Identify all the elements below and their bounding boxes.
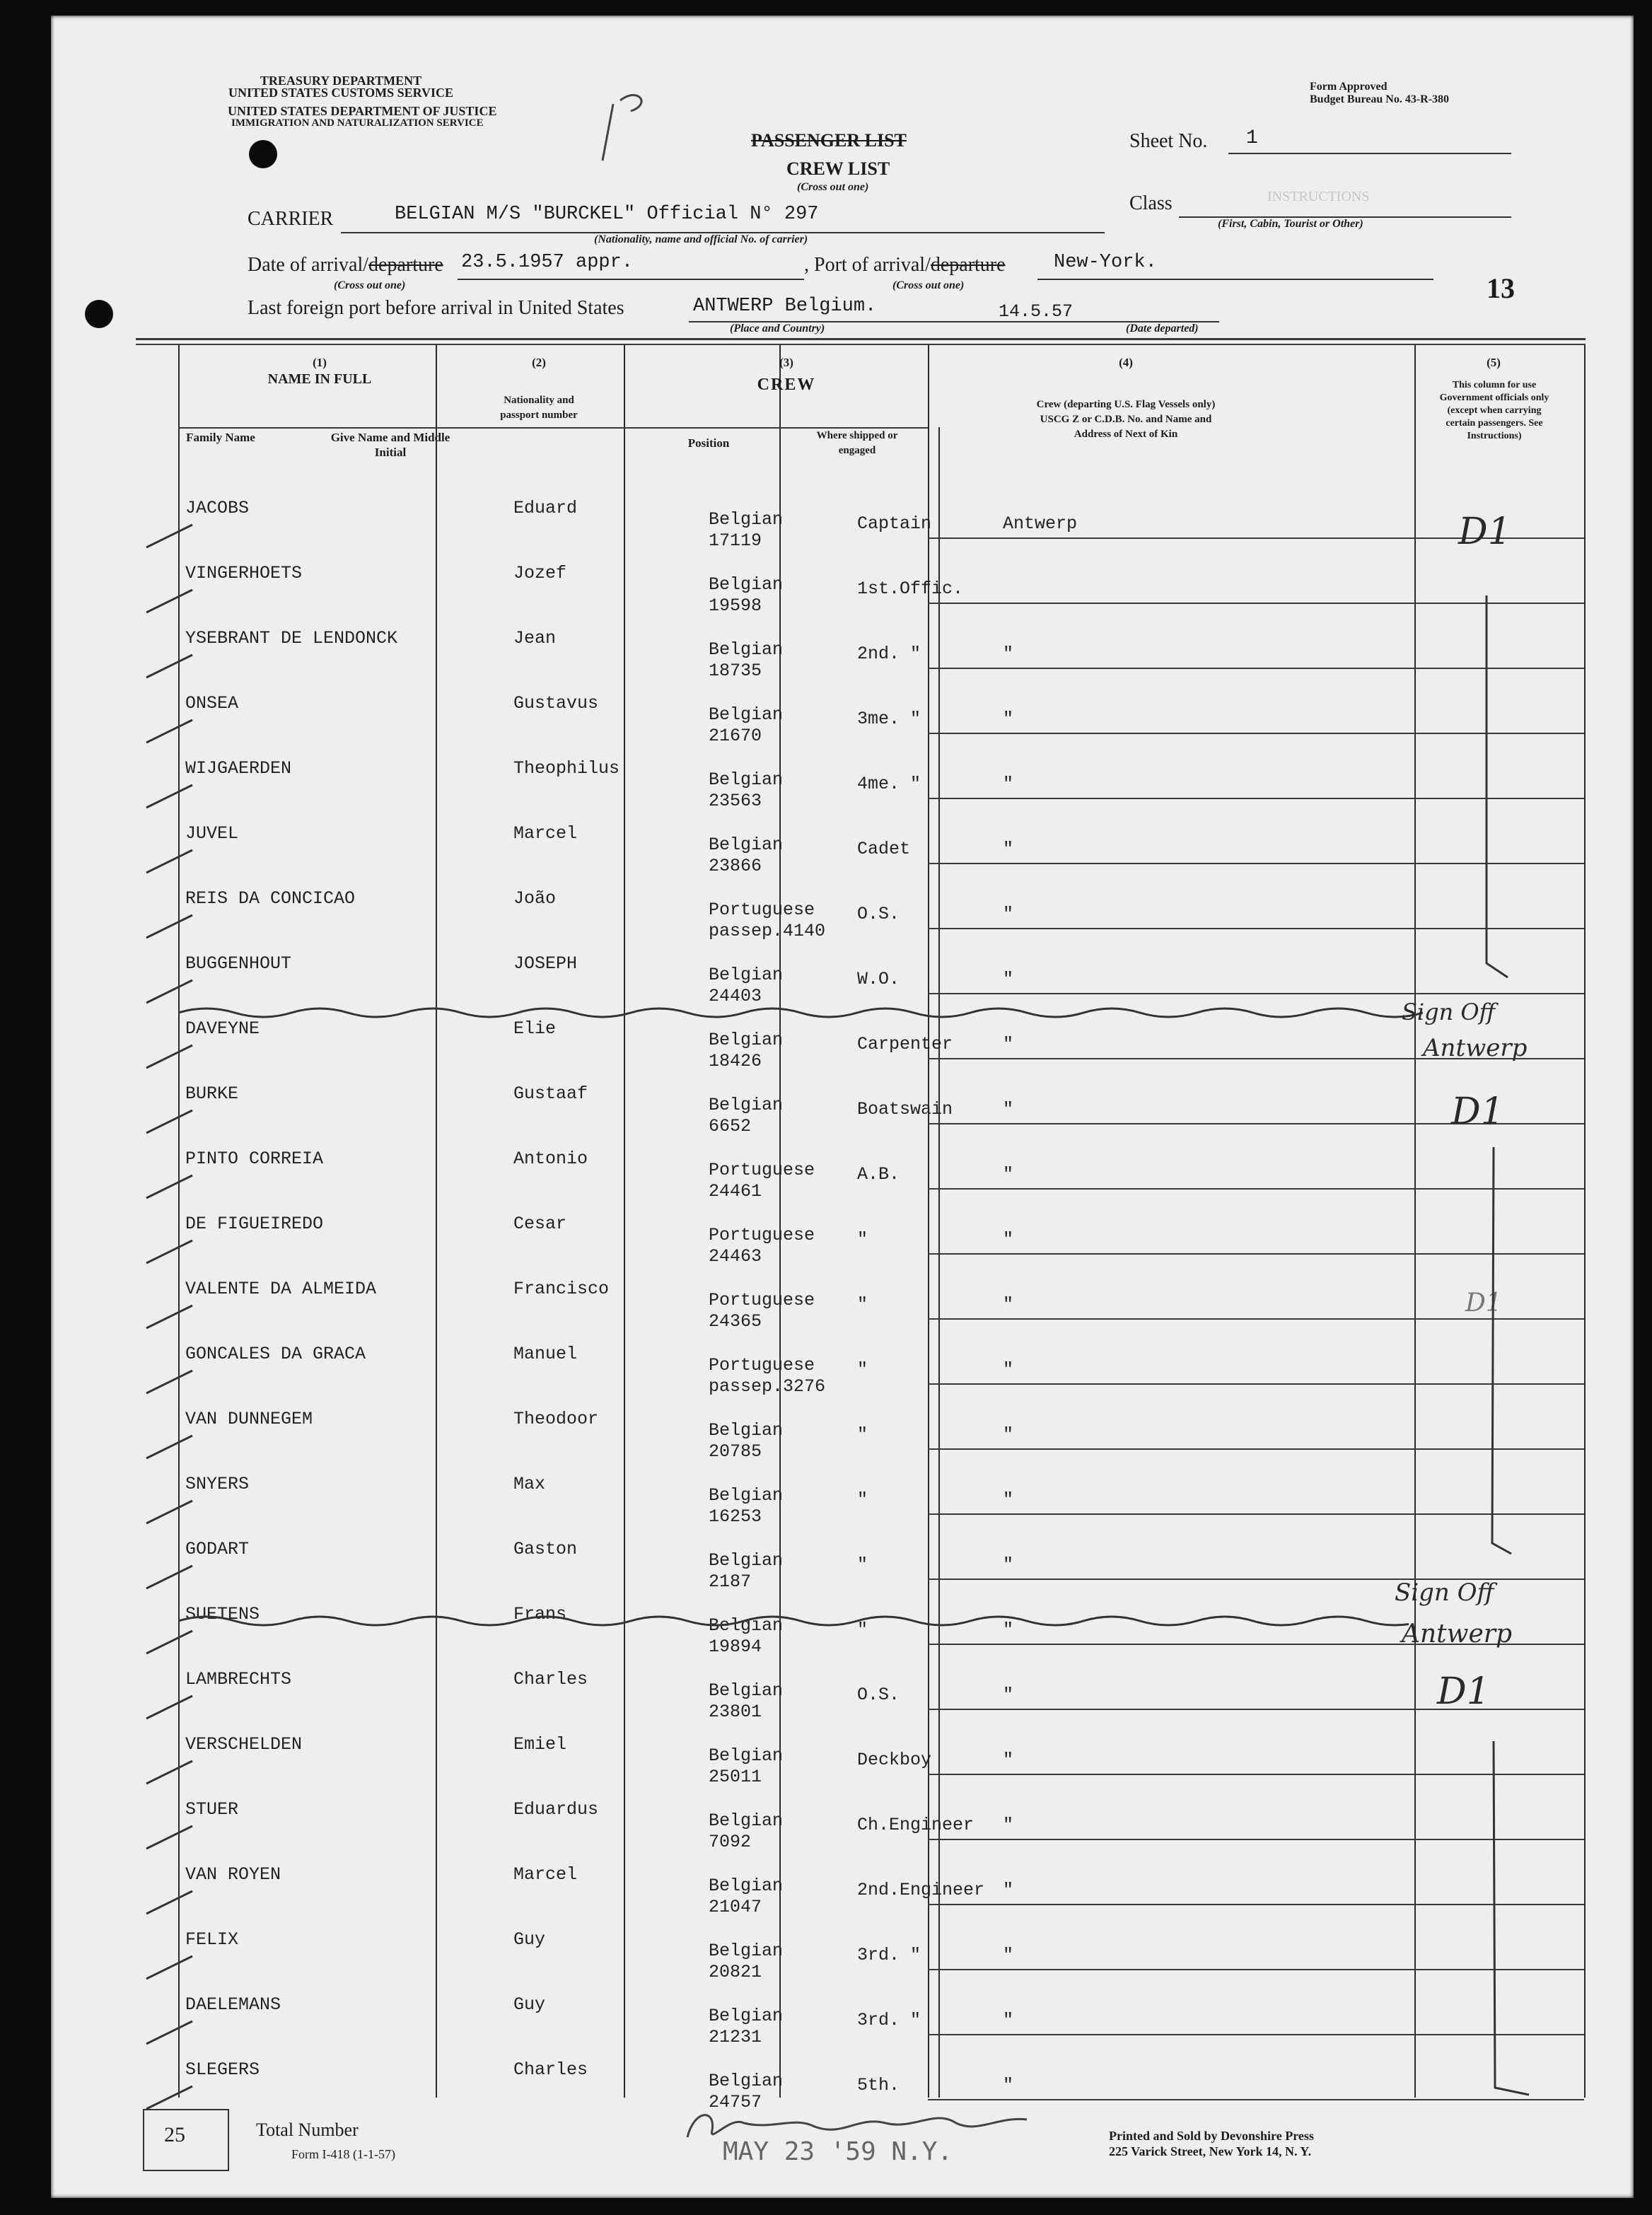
family-name-cell: DAELEMANS [185,1994,281,2015]
sheet-underline [1228,129,1511,154]
passport-number-cell: 24403 [709,986,762,1006]
check-tick-mark [143,1365,199,1400]
family-name-cell: BUGGENHOUT [185,953,292,974]
agency-treasury: TREASURY DEPARTMENT [260,74,422,88]
receipt-stamp: MAY 23 '59 N.Y. [723,2137,953,2166]
family-name-cell: STUER [185,1799,239,1820]
strike-line-daveyne [178,999,1423,1027]
where-shipped-cell: " [1003,1554,1014,1575]
family-name-cell: VINGERHOETS [185,563,303,583]
nationality-cell: Belgian [709,1810,784,1831]
given-name-cell: Max [513,1474,546,1494]
annotation-bracket-lower [1479,1727,1536,2123]
family-name-cell: DAVEYNE [185,1018,260,1039]
passport-number-cell: 23866 [709,856,762,876]
passport-number-cell: 23563 [709,791,762,811]
nationality-cell: Belgian [709,1876,784,1896]
position-cell: A.B. [857,1164,900,1185]
family-name-cell: ONSEA [185,693,239,714]
position-cell: O.S. [857,1685,900,1705]
passport-number-cell: 7092 [709,1832,752,1852]
printer-line2: 225 Varick Street, New York 14, N. Y. [1109,2144,1312,2158]
passport-number-cell: 24365 [709,1311,762,1332]
where-shipped-cell: " [1003,969,1014,989]
passport-number-cell: 18735 [709,661,762,681]
check-tick-mark [143,1040,199,1075]
where-shipped-cell: " [1003,1620,1014,1640]
given-name-cell: Guy [513,1994,546,2015]
given-name-cell: Antonio [513,1149,588,1169]
annotation-d1-d: D1 [1437,1670,1490,1713]
where-shipped-cell: " [1003,1229,1014,1250]
passport-number-cell: 25011 [709,1767,762,1787]
where-shipped-cell: " [1003,1750,1014,1770]
nationality-cell: Portuguese [709,1290,815,1310]
table-vertical-rule [779,345,781,2098]
family-name-cell: BURKE [185,1083,239,1104]
family-name-cell: SLEGERS [185,2059,260,2080]
family-name-cell: GONCALES DA GRACA [185,1344,366,1364]
where-shipped-cell: " [1003,1489,1014,1510]
given-name-cell: Guy [513,1929,546,1950]
check-tick-mark [143,1885,199,1921]
port-label: , Port of arrival/departure [804,254,1006,276]
position-cell: Ch.Engineer [857,1815,975,1835]
where-shipped-cell: " [1003,644,1014,664]
family-name-cell: DE FIGUEIREDO [185,1214,324,1234]
carrier-note: (Nationality, name and official No. of carrier) [594,233,808,245]
nationality-cell: Belgian [709,1615,784,1636]
nationality-cell: Belgian [709,639,784,660]
date-departed-underline [943,297,1219,322]
given-name-cell: Gaston [513,1539,578,1559]
passport-number-cell: 21047 [709,1897,762,1917]
bleed-through-text: INSTRUCTIONS [1267,189,1370,204]
where-shipped-cell: " [1003,839,1014,859]
position-cell: " [857,1554,868,1575]
where-shipped-cell: " [1003,774,1014,794]
title-note: (Cross out one) [797,181,869,193]
where-shipped-cell: " [1003,1424,1014,1445]
family-name-cell: JUVEL [185,823,239,844]
nationality-cell: Portuguese [709,1355,815,1376]
where-shipped-cell: " [1003,904,1014,924]
position-cell: Deckboy [857,1750,932,1770]
given-name-cell: Frans [513,1604,567,1624]
nationality-cell: Belgian [709,574,784,595]
passport-number-cell: 24461 [709,1181,762,1202]
budget-bureau: Budget Bureau No. 43-R-380 [1310,93,1450,105]
handwritten-mark [588,83,702,168]
annotation-brackets [1458,567,1515,1670]
total-label: Total Number [256,2120,359,2140]
family-name-cell: JACOBS [185,498,250,518]
position-cell: 3me. " [857,709,921,729]
passport-number-cell: 6652 [709,1116,752,1136]
annotation-d1-c: D1 [1465,1289,1502,1318]
nationality-cell: Belgian [709,1680,784,1701]
col3-number: (3) [779,356,793,369]
check-tick-mark [143,1300,199,1335]
position-cell: 2nd. " [857,644,921,664]
annotation-signoff-b: Sign Off [1395,1579,1494,1607]
family-name-cell: WIJGAERDEN [185,758,292,779]
col3-title: CREW [757,376,816,394]
given-name-cell: Jozef [513,563,567,583]
table-top-rule-inner [136,344,1586,345]
position-cell: 5th. [857,2075,900,2095]
given-name-cell: Eduardus [513,1799,599,1820]
check-tick-mark [143,844,199,880]
where-shipped-cell: " [1003,2010,1014,2030]
given-name-cell: Gustaaf [513,1083,588,1104]
col1-title: NAME IN FULL [267,371,372,387]
family-name-cell: SNYERS [185,1474,250,1494]
table-vertical-rule [1414,345,1416,2098]
given-name-cell: João [513,888,557,909]
position-cell: Cadet [857,839,911,859]
check-tick-mark [143,584,199,620]
position-cell: Captain [857,513,932,534]
nationality-cell: Belgian [709,2006,784,2026]
nationality-cell: Belgian [709,509,784,530]
given-name-cell: Marcel [513,1864,578,1885]
title-crew-list: CREW LIST [786,158,890,179]
page-number: 13 [1487,272,1515,304]
family-name-cell: VALENTE DA ALMEIDA [185,1279,377,1299]
col2-number: (2) [532,356,546,369]
check-tick-mark [143,714,199,750]
passport-number-cell: 21231 [709,2027,762,2047]
position-cell: " [857,1424,868,1445]
arrival-label: Date of arrival/departure [248,254,443,276]
annotation-d1-a: D1 [1458,511,1511,553]
title-passenger-list: PASSENGER LIST [751,130,907,151]
passport-number-cell: passep.3276 [709,1376,826,1397]
family-name-cell: LAMBRECHTS [185,1669,292,1690]
nationality-cell: Belgian [709,2071,784,2091]
nationality-cell: Belgian [709,835,784,855]
col4-number: (4) [1119,356,1133,369]
given-name-cell: Francisco [513,1279,610,1299]
position-cell: " [857,1294,868,1315]
given-name-cell: Charles [513,1669,588,1690]
printer-line1: Printed and Sold by Devonshire Press [1109,2129,1314,2143]
nationality-cell: Belgian [709,1485,784,1506]
family-name-cell: SUETENS [185,1604,260,1624]
passport-number-cell: 24463 [709,1246,762,1267]
check-tick-mark [143,2016,199,2051]
passport-number-cell: 23801 [709,1702,762,1722]
col2-title: Nationality and passport number [500,395,578,421]
document-sheet [51,16,1634,2198]
position-cell: W.O. [857,969,900,989]
passport-number-cell: 17119 [709,530,762,551]
sheet-label: Sheet No. [1129,130,1208,152]
where-shipped-cell: " [1003,1880,1014,1900]
position-cell: 3rd. " [857,1945,921,1965]
passport-number-cell: 2187 [709,1571,752,1592]
arrival-note: (Cross out one) [334,279,406,291]
foreign-port-value: ANTWERP Belgium. [693,296,877,317]
table-vertical-rule [1584,345,1586,2098]
passport-number-cell: 24757 [709,2092,762,2112]
passport-number-cell: 19598 [709,595,762,616]
foreign-port-label: Last foreign port before arrival in United States [248,297,624,319]
nationality-cell: Belgian [709,1550,784,1571]
passport-number-cell: 21670 [709,726,762,746]
form-number: Form I-418 (1-1-57) [291,2147,395,2161]
family-name-cell: GODART [185,1539,250,1559]
passport-number-cell: 20821 [709,1962,762,1982]
nationality-cell: Belgian [709,769,784,790]
nationality-cell: Belgian [709,1941,784,1961]
col5-number: (5) [1487,356,1501,369]
where-shipped-cell: " [1003,1945,1014,1965]
port-note: (Cross out one) [892,279,965,291]
given-name-cell: Marcel [513,823,578,844]
position-cell: " [857,1359,868,1380]
where-shipped-cell: " [1003,1685,1014,1705]
position-cell: 4me. " [857,774,921,794]
annotation-signoff-a: Sign Off [1402,999,1496,1025]
family-name-cell: YSEBRANT DE LENDONCK [185,628,398,649]
nationality-cell: Belgian [709,704,784,725]
nationality-cell: Belgian [709,1420,784,1441]
nationality-cell: Belgian [709,1095,784,1115]
annotation-d1-b: D1 [1451,1091,1504,1133]
where-shipped-cell: " [1003,1359,1014,1380]
given-name-cell: Eduard [513,498,578,518]
passport-number-cell: passep.4140 [709,921,826,941]
passport-number-cell: 20785 [709,1441,762,1462]
col-where-shipped: Where shipped or engaged [816,430,898,456]
given-name-cell: Theophilus [513,758,620,779]
where-shipped-cell: " [1003,709,1014,729]
handwritten-signature-scribble [673,2102,1041,2151]
family-name-cell: VAN DUNNEGEM [185,1409,313,1429]
check-tick-mark [143,1951,199,1986]
nationality-cell: Belgian [709,965,784,985]
position-cell: " [857,1489,868,1510]
nationality-cell: Portuguese [709,1225,815,1245]
given-name-cell: Emiel [513,1734,567,1755]
date-departed-note: (Date departed) [1126,322,1199,335]
table-header-rule [178,427,624,429]
punch-hole [249,140,277,168]
col-given-name: Give Name and Middle Initial [330,431,450,459]
agency-customs: UNITED STATES CUSTOMS SERVICE [228,86,453,100]
class-note: (First, Cabin, Tourist or Other) [1218,218,1363,230]
given-name-cell: Jean [513,628,557,649]
carrier-label: CARRIER [248,208,334,230]
where-shipped-cell: " [1003,1815,1014,1835]
position-cell: Carpenter [857,1034,953,1054]
given-name-cell: Charles [513,2059,588,2080]
given-name-cell: Gustavus [513,693,599,714]
annotation-antwerp-a: Antwerp [1423,1034,1528,1062]
position-cell: 1st.Offic. [857,579,964,599]
form-approved: Form Approved [1310,81,1388,93]
check-tick-mark [143,909,199,945]
nationality-cell: Belgian [709,1030,784,1050]
check-tick-mark [143,1105,199,1140]
where-shipped-cell: " [1003,1164,1014,1185]
check-tick-mark [143,519,199,554]
col4-title: Crew (departing U.S. Flag Vessels only) USCG Z or C.D.B. No. and Name and Address of Next of Kin [1036,399,1216,440]
check-tick-mark [143,1690,199,1726]
family-name-cell: REIS DA CONCICAO [185,888,356,909]
position-cell: 2nd.Engineer [857,1880,985,1900]
col-family-name: Family Name [186,431,255,444]
where-shipped-cell: " [1003,1034,1014,1054]
passport-number-cell: 18426 [709,1051,762,1071]
check-tick-mark [143,779,199,815]
nationality-cell: Portuguese [709,900,815,920]
check-tick-mark [143,1755,199,1791]
sheet-number: 1 [1246,127,1258,149]
annotation-antwerp-b: Antwerp [1402,1620,1513,1649]
given-name-cell: Cesar [513,1214,567,1234]
position-cell: 3rd. " [857,2010,921,2030]
passport-number-cell: 19894 [709,1636,762,1657]
family-name-cell: VAN ROYEN [185,1864,281,1885]
check-tick-mark [143,1170,199,1205]
foreign-port-note: (Place and Country) [730,322,825,335]
col1-number: (1) [313,356,327,369]
carrier-value: BELGIAN M/S "BURCKEL" Official N° 297 [395,204,819,225]
family-name-cell: PINTO CORREIA [185,1149,324,1169]
nationality-cell: Belgian [709,1745,784,1766]
arrival-value: 23.5.1957 appr. [461,252,634,273]
punch-hole [85,300,113,328]
col-position: Position [687,436,730,450]
total-count: 25 [164,2123,185,2146]
check-tick-mark [143,1560,199,1595]
port-value: New-York. [1054,252,1157,273]
table-subcolumn-rule [938,427,940,2098]
date-departed-value: 14.5.57 [999,301,1074,322]
family-name-cell: VERSCHELDEN [185,1734,303,1755]
family-name-cell: FELIX [185,1929,239,1950]
table-top-rule [136,338,1586,340]
position-cell: " [857,1620,868,1640]
check-tick-mark [143,1495,199,1530]
agency-justice: UNITED STATES DEPARTMENT OF JUSTICE [228,104,497,118]
passport-number-cell: 16253 [709,1506,762,1527]
nationality-cell: Portuguese [709,1160,815,1180]
given-name-cell: Theodoor [513,1409,599,1429]
where-shipped-cell: Antwerp [1003,513,1078,534]
position-cell: O.S. [857,904,900,924]
class-label: Class [1129,192,1173,214]
where-shipped-cell: " [1003,1099,1014,1120]
strike-line-suetens [178,1607,1409,1635]
check-tick-mark [143,1430,199,1465]
class-underline [1179,192,1511,218]
where-shipped-cell: " [1003,1294,1014,1315]
agency-ins: IMMIGRATION AND NATURALIZATION SERVICE [231,117,484,129]
check-tick-mark [143,1820,199,1856]
check-tick-mark [143,649,199,685]
table-vertical-rule [624,345,625,2098]
given-name-cell: Elie [513,1018,557,1039]
check-tick-mark [143,1235,199,1270]
where-shipped-cell: " [1003,2075,1014,2095]
table-vertical-rule [436,345,437,2098]
position-cell: " [857,1229,868,1250]
given-name-cell: JOSEPH [513,953,578,974]
given-name-cell: Manuel [513,1344,578,1364]
total-box [143,2109,229,2171]
col5-title: This column for use Government officials only (except when carrying certain passengers. See Instructions) [1439,380,1549,441]
position-cell: Boatswain [857,1099,953,1120]
